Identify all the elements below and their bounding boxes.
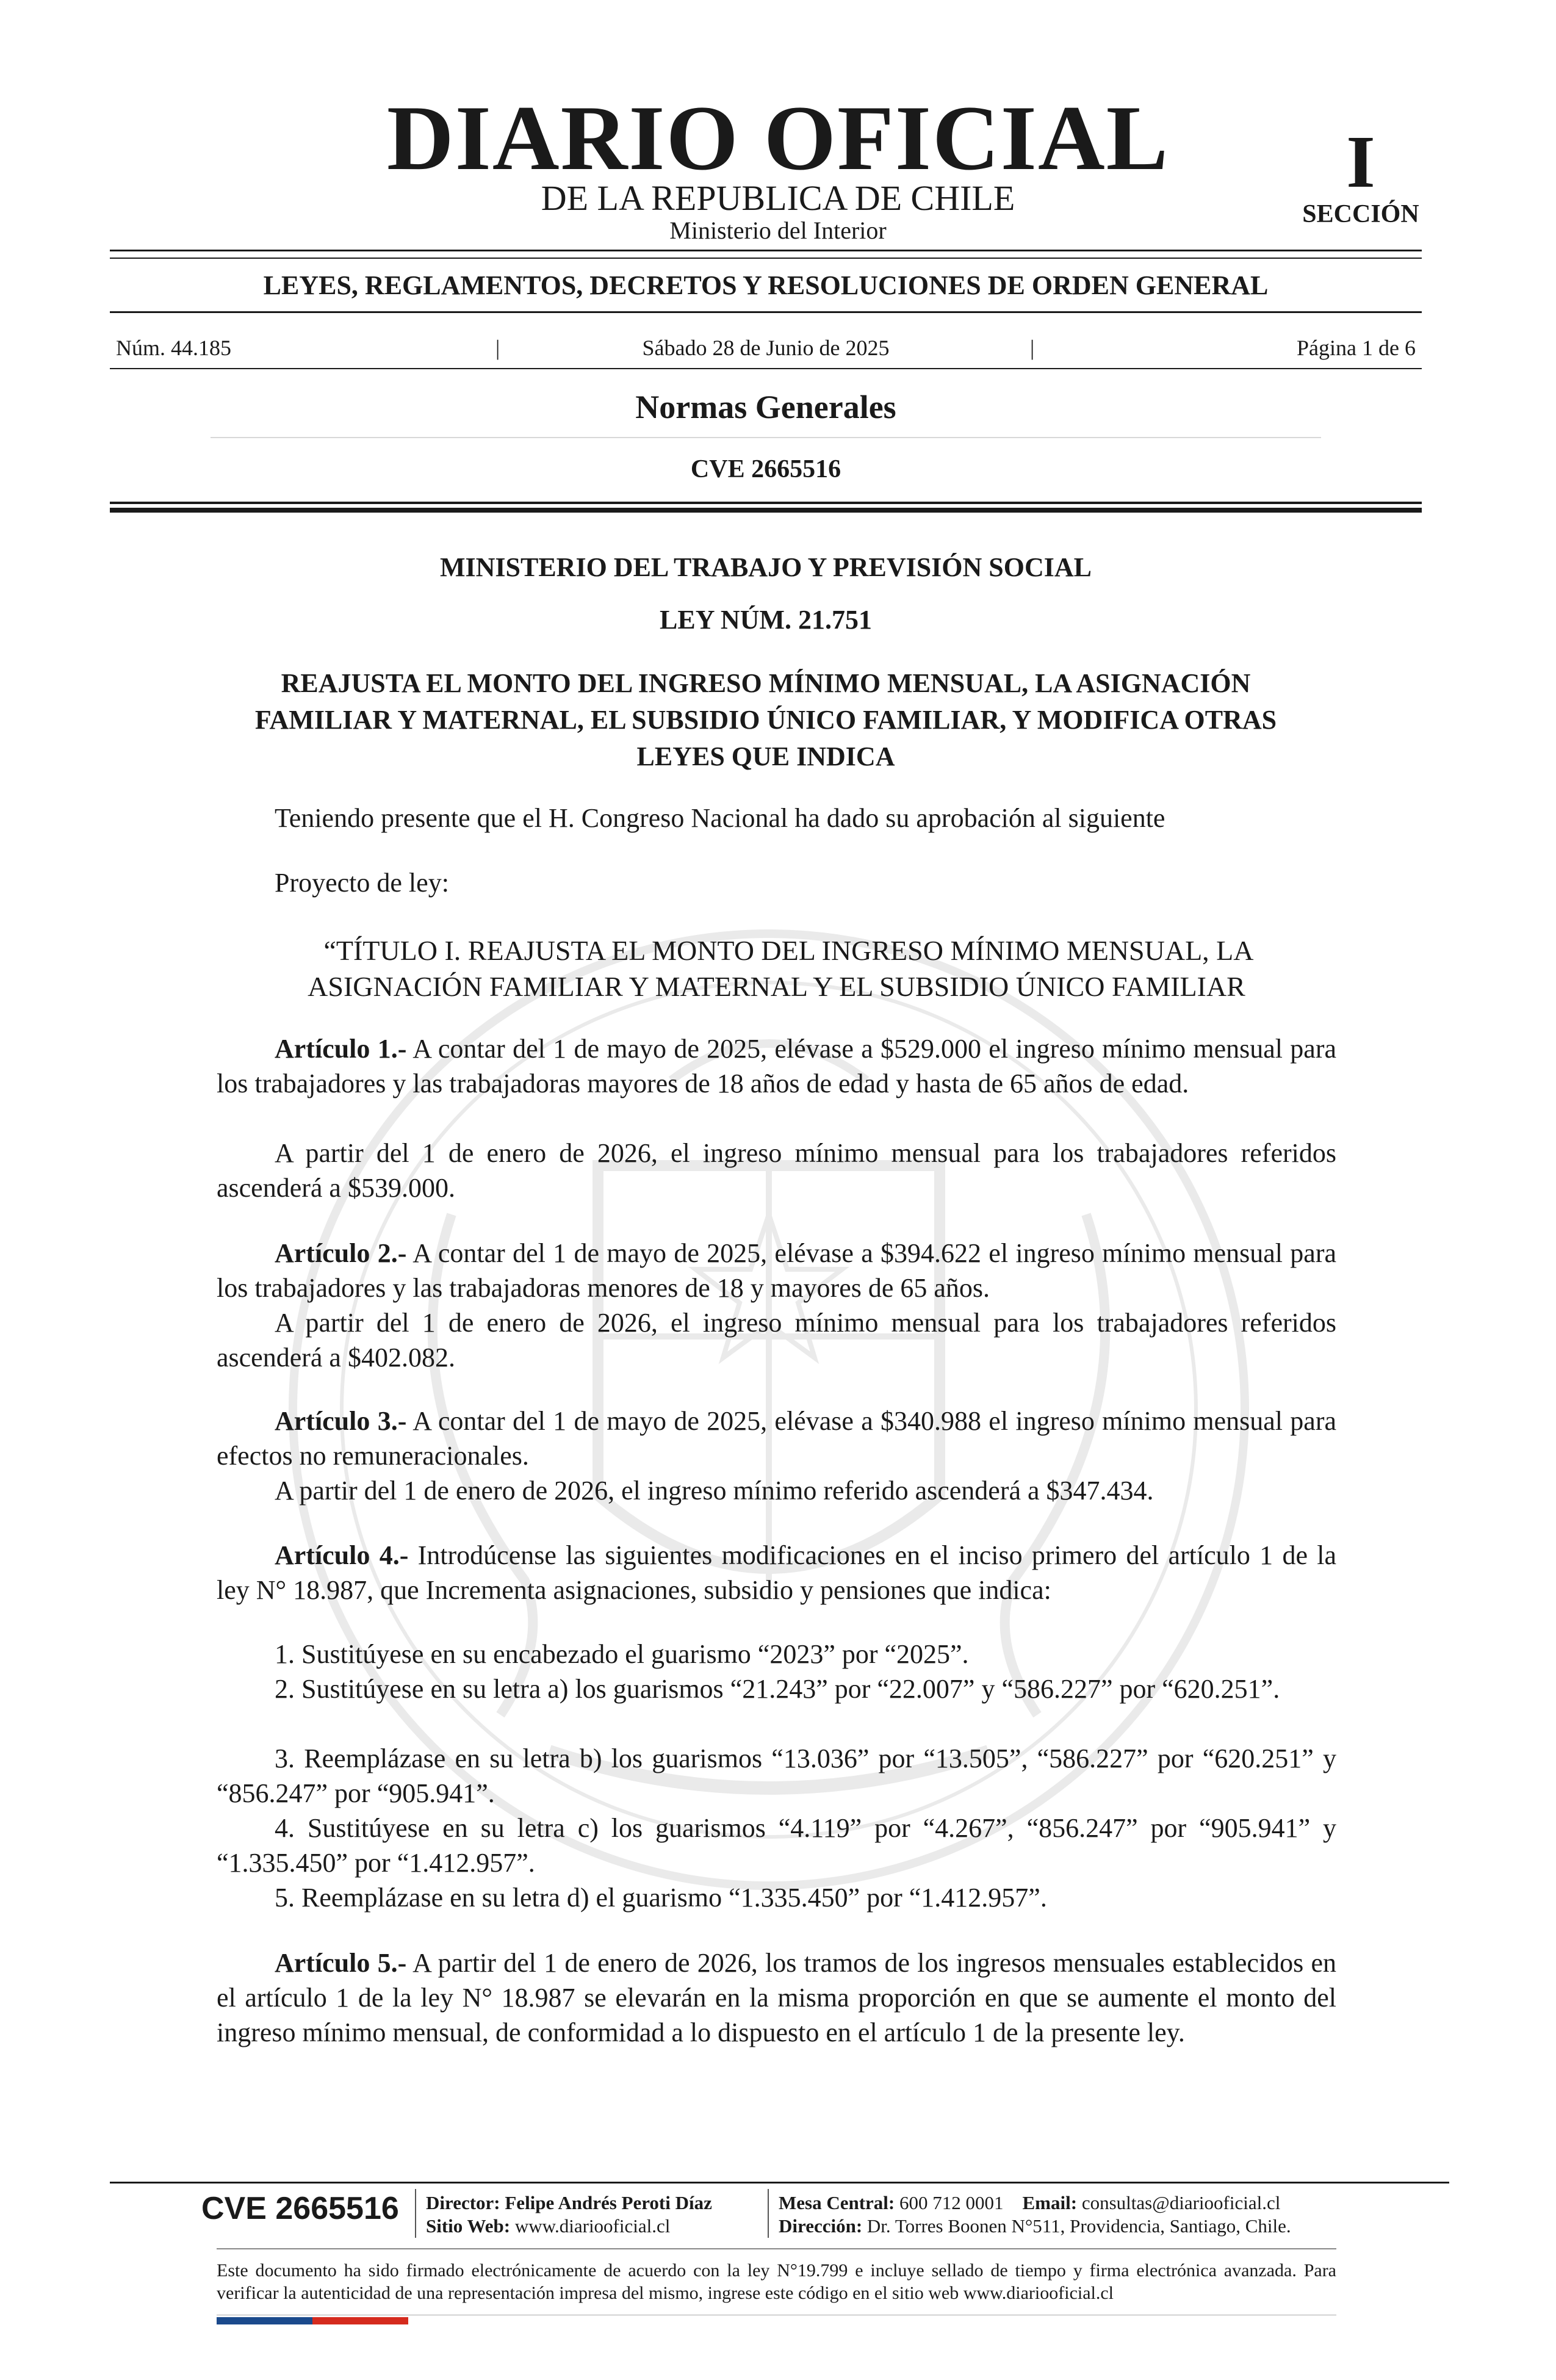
- mesa-label: Mesa Central:: [779, 2192, 895, 2213]
- article-4-item: 3. Reemplázase en su letra b) los guarismos “13.036” por “13.505”, “586.227” por “620.251” y “856.247” por “905.941”.: [217, 1744, 1336, 1808]
- footer-divider: [768, 2189, 769, 2238]
- article-text: Introdúcense las siguientes modificaciones en el inciso primero del artículo 1 de la ley N° 18.987, que Incrementa asignaciones, subsidio y pensiones que indica:: [217, 1540, 1337, 1605]
- article-3-paragraph-2: A partir del 1 de enero de 2026, el ingreso mínimo referido ascenderá a $347.434.: [275, 1476, 1154, 1506]
- article-4-item: 2. Sustitúyese en su letra a) los guarismos “21.243” por “22.007” y “586.227” por “620.251”.: [275, 1674, 1280, 1704]
- titulo-line: ASIGNACIÓN FAMILIAR Y MATERNAL Y EL SUBSIDIO ÚNICO FAMILIAR: [308, 971, 1245, 1002]
- section-heading: Normas Generales: [635, 389, 896, 425]
- mesa-phone: 600 712 0001: [899, 2192, 1004, 2213]
- article-4-item: 4. Sustitúyese en su letra c) los guarismos “4.119” por “4.267”, “856.247” por “905.941” y “1.335.450” por “1.412.957”.: [217, 1813, 1336, 1878]
- article-4-item: 5. Reemplázase en su letra d) el guarismo “1.335.450” por “1.412.957”.: [275, 1883, 1047, 1913]
- article-label: Artículo 4.-: [275, 1540, 409, 1570]
- footer-note-rule: [217, 2248, 1336, 2249]
- titulo-line: “TÍTULO I. REAJUSTA EL MONTO DEL INGRESO MÍNIMO MENSUAL, LA: [323, 935, 1254, 966]
- masthead-ministry: Ministerio del Interior: [669, 217, 887, 244]
- footer-contact-block: [779, 2191, 1291, 2238]
- law-ministry: MINISTERIO DEL TRABAJO Y PREVISIÓN SOCIAL: [439, 552, 1092, 582]
- footer-rule: [110, 2182, 1449, 2183]
- article-text: A partir del 1 de enero de 2026, los tramos de los ingresos mensuales establecidos en el artículo 1 de la ley N° 18.987 se elevarán en la misma proporción en que se aumente el monto del ingreso mínimo mensual, de conformidad a lo dispuesto en el artículo 1 de la presente ley.: [217, 1948, 1336, 2047]
- article-5: [217, 1945, 1336, 2050]
- footer-director-block: [426, 2191, 712, 2238]
- header-rule: [110, 502, 1422, 504]
- email-link[interactable]: consultas@diariooficial.cl: [1081, 2192, 1281, 2213]
- article-label: Artículo 1.-: [275, 1034, 407, 1064]
- law-number: LEY NÚM. 21.751: [660, 605, 872, 635]
- director-label: Director:: [426, 2192, 500, 2213]
- masthead-title: DIARIO OFICIAL: [386, 87, 1170, 189]
- page-indicator: Página 1 de 6: [1297, 336, 1416, 360]
- footer-signature-note: Este documento ha sido firmado electrónicamente de acuerdo con la ley N°19.799 e incluye sellado de tiempo y firma electrónica avanzada. Para verificar la autenticidad de una representación impresa del mismo, ingrese este código en el sitio web www.diariooficial.cl: [217, 2260, 1336, 2303]
- issue-number: Núm. 44.185: [116, 336, 231, 360]
- titulo-heading: [217, 932, 1336, 1004]
- masthead-rule: [110, 250, 1422, 251]
- cve-code: CVE 2665516: [690, 455, 841, 483]
- meta-rule: [110, 368, 1422, 369]
- law-title-line: FAMILIAR Y MATERNAL, EL SUBSIDIO ÚNICO FAMILIAR, Y MODIFICA OTRAS: [254, 705, 1277, 735]
- masthead-subtitle: DE LA REPUBLICA DE CHILE: [541, 178, 1015, 218]
- flag-stripe-blue: [217, 2317, 312, 2324]
- proyecto-label: Proyecto de ley:: [275, 868, 449, 898]
- web-label: Sitio Web:: [426, 2215, 511, 2237]
- section-divider: [211, 437, 1321, 438]
- issue-meta-row: [110, 334, 1422, 361]
- band-rule: [110, 311, 1422, 313]
- address-text: Dr. Torres Boonen N°511, Providencia, Santiago, Chile.: [866, 2215, 1291, 2237]
- preamble: Teniendo presente que el H. Congreso Nacional ha dado su aprobación al siguiente: [275, 803, 1165, 833]
- article-2: [217, 1236, 1336, 1305]
- header-rule-thick: [110, 508, 1422, 513]
- law-title: [110, 665, 1422, 775]
- website-link[interactable]: www.diariooficial.cl: [514, 2215, 671, 2237]
- article-2-paragraph-2: A partir del 1 de enero de 2026, el ingreso mínimo mensual para los trabajadores referidos ascenderá a $402.082.: [217, 1308, 1336, 1372]
- band-label: LEYES, REGLAMENTOS, DECRETOS Y RESOLUCIONES DE ORDEN GENERAL: [263, 270, 1269, 300]
- article-label: Artículo 2.-: [275, 1238, 407, 1268]
- masthead-rule-thin: [110, 258, 1422, 259]
- address-label: Dirección:: [779, 2215, 863, 2237]
- article-4: [217, 1538, 1336, 1607]
- article-1: [217, 1031, 1336, 1101]
- law-title-line: LEYES QUE INDICA: [636, 741, 895, 771]
- article-label: Artículo 5.-: [275, 1948, 407, 1978]
- article-1-paragraph-2: A partir del 1 de enero de 2026, el ingreso mínimo mensual para los trabajadores referidos ascenderá a $539.000.: [217, 1138, 1336, 1203]
- director-name: Felipe Andrés Peroti Díaz: [505, 2192, 712, 2213]
- article-text: A contar del 1 de mayo de 2025, elévase a $340.988 el ingreso mínimo mensual para efectos no remuneracionales.: [217, 1406, 1336, 1471]
- law-title-line: REAJUSTA EL MONTO DEL INGRESO MÍNIMO MENSUAL, LA ASIGNACIÓN: [281, 668, 1251, 698]
- article-3: [217, 1404, 1336, 1473]
- meta-separator: |: [495, 336, 500, 360]
- article-text: A contar del 1 de mayo de 2025, elévase a $529.000 el ingreso mínimo mensual para los trabajadores y las trabajadoras mayores de 18 años de edad y hasta de 65 años de edad.: [217, 1034, 1336, 1098]
- footer-divider: [415, 2189, 416, 2238]
- meta-separator: |: [1030, 336, 1035, 360]
- article-4-item: 1. Sustitúyese en su encabezado el guarismo “2023” por “2025”.: [275, 1639, 969, 1669]
- footer-cve-code: CVE 2665516: [201, 2191, 399, 2226]
- flag-stripe-red: [312, 2317, 408, 2324]
- section-label: SECCIÓN: [1302, 200, 1419, 228]
- article-label: Artículo 3.-: [275, 1406, 407, 1436]
- section-number: I: [1346, 121, 1375, 203]
- issue-date: Sábado 28 de Junio de 2025: [642, 336, 890, 360]
- email-label: Email:: [1022, 2192, 1078, 2213]
- article-text: A contar del 1 de mayo de 2025, elévase a $394.622 el ingreso mínimo mensual para los trabajadores y las trabajadoras menores de 18 y mayores de 65 años.: [217, 1238, 1336, 1303]
